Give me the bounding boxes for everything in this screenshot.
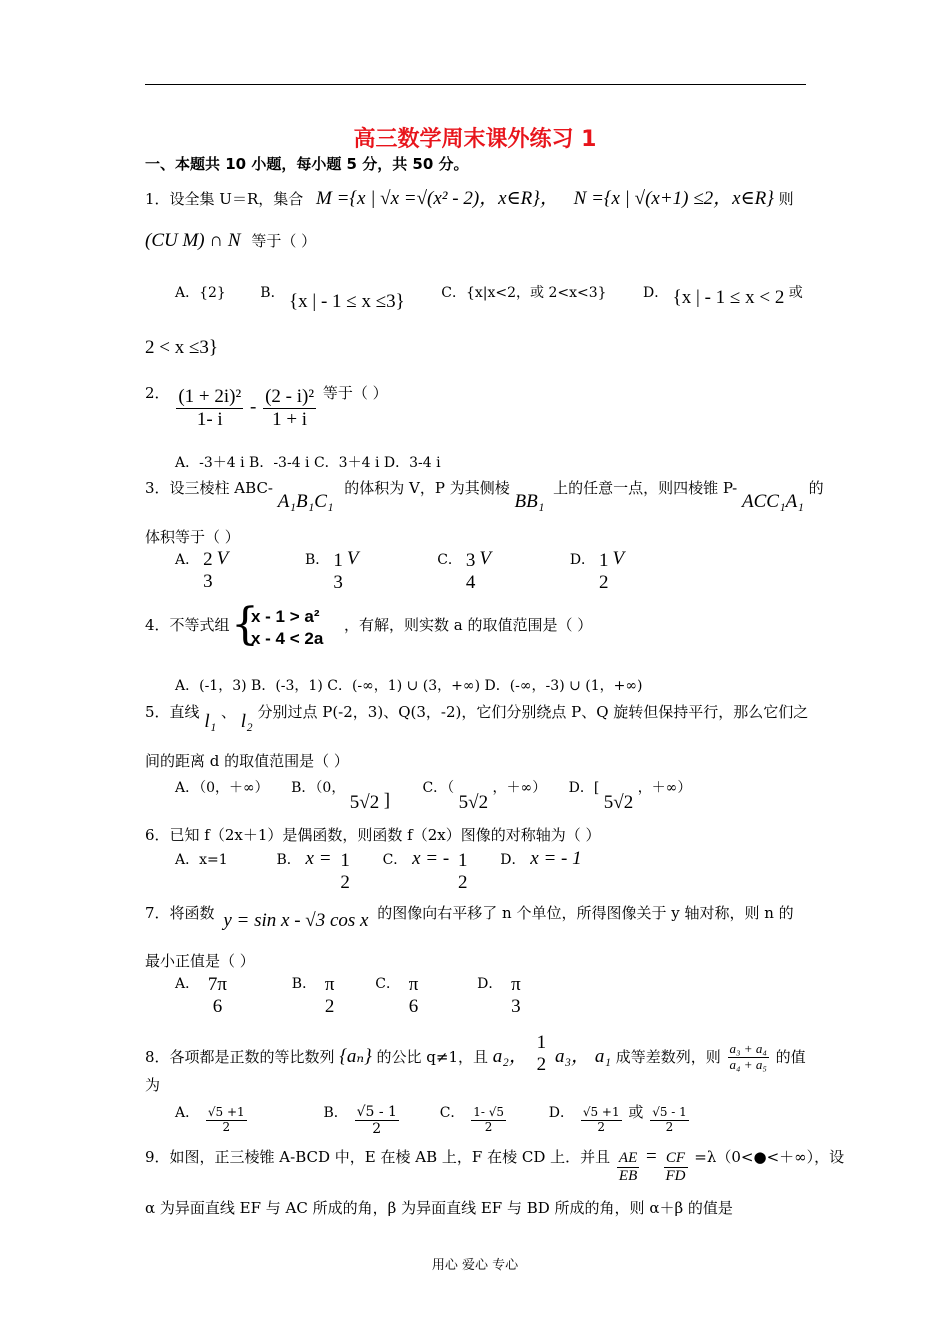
- q7-d-num: π: [511, 974, 521, 995]
- q5-stem-b: 分别过点 P(-2，3)、Q(3，-2)，它们分别绕点 P、Q 旋转但保持平行，那么它们之: [257, 703, 809, 721]
- q3-stem-c: 上的任意一点，则四棱锥 P-: [553, 479, 738, 497]
- q1-set-n: N ={x | √(x+1) ≤2，x∈R}: [573, 188, 774, 209]
- section-heading: 一、本题共 10 小题，每小题 5 分，共 50 分。: [145, 155, 469, 173]
- q1-option-b: {x | - 1 ≤ x ≤3}: [289, 291, 405, 312]
- q5-option-b-val: 5√2: [349, 792, 380, 813]
- q8-ratio-den: a₄ + a₅: [729, 1057, 767, 1073]
- q6-option-c-label: C．: [382, 851, 408, 868]
- q7-line2: 最小正值是（ ）: [145, 952, 255, 970]
- q3-a-den: 3: [203, 571, 213, 593]
- q8-d1-num: √5 +1: [582, 1105, 620, 1120]
- q7-c-num: π: [408, 974, 419, 995]
- q8-d2-frac: [650, 1106, 689, 1135]
- q1-stem-then: 则: [778, 190, 794, 208]
- q1-line1: [145, 183, 794, 210]
- q4-stem-b: ，有解，则实数 a 的取值范围是（ ）: [344, 616, 593, 634]
- q7-c-den: 6: [408, 995, 419, 1017]
- q7-b-label: B．: [291, 975, 317, 992]
- q1-option-d-or: 或: [788, 285, 803, 301]
- q5-option-c: C．（: [422, 780, 455, 796]
- q2-f2-den: 1 + i: [272, 408, 308, 430]
- q3-b-num: 1: [333, 550, 343, 571]
- q2-options: A．-3＋4 i B．-3-4 i C．3＋4 i D．3-4 i: [175, 455, 441, 471]
- q8-seq: {aₙ}: [339, 1045, 372, 1067]
- q8-d2-num: √5 - 1: [652, 1105, 687, 1120]
- q3-c-frac: [464, 550, 478, 594]
- q6-option-c-expr: x = -: [412, 847, 450, 869]
- q9-frac-1: [617, 1150, 639, 1186]
- q8-stem-c: 成等差数列，则: [615, 1047, 721, 1066]
- page-footer: 用心 爱心 专心: [431, 1258, 519, 1273]
- q8-b-label: B．: [323, 1104, 348, 1121]
- q1-option-d: {x | - 1 ≤ x < 2: [672, 287, 785, 308]
- q8-d-or: 或: [628, 1102, 644, 1121]
- q8-ratio-num: a₃ + a₄: [729, 1041, 767, 1057]
- q1-option-d-label: D．: [642, 285, 669, 301]
- q6-option-d-label: D．: [500, 851, 526, 868]
- q9-f2-den: FD: [665, 1168, 686, 1185]
- q4-brace: {: [231, 599, 259, 650]
- q3-b-v: V: [346, 547, 359, 569]
- q3-stem-d: 的: [808, 479, 824, 497]
- q8-half: [535, 1032, 549, 1076]
- q8-half-num: 1: [536, 1032, 547, 1053]
- q9-stem-b: =λ（0<●<＋∞），设: [694, 1147, 845, 1166]
- q2-minus: -: [249, 396, 257, 418]
- q8-d1-frac: [581, 1106, 622, 1135]
- q2-f1-num: (1 + 2i)²: [178, 386, 242, 407]
- q8-c-den: 2: [484, 1120, 493, 1135]
- q6-option-a: A．x=1: [175, 851, 228, 868]
- q2-line: [145, 386, 388, 431]
- q3-prism: A₁B₁C₁: [277, 491, 334, 512]
- q9-line1: [145, 1145, 845, 1186]
- q1-option-c: C．{x|x<2，或 2<x<3}: [441, 285, 607, 301]
- q8-c-frac: [471, 1106, 506, 1135]
- q8-a-frac: [206, 1106, 247, 1135]
- q4-system: [251, 606, 323, 650]
- q5-option-a: A．（0，＋∞）: [175, 780, 269, 796]
- q7-a-label: A．: [175, 975, 200, 992]
- q3-d-den: 2: [599, 571, 609, 593]
- q7-b-den: 2: [324, 995, 335, 1017]
- q8-options: [175, 1104, 691, 1137]
- q7-b-num: π: [324, 974, 335, 995]
- q3-d-num: 1: [599, 550, 609, 571]
- q3-option-b: [305, 547, 359, 593]
- q4-inequality-2: x - 4 < 2a: [251, 629, 324, 648]
- q2-tail: 等于（ ）: [322, 384, 388, 403]
- q8-stem-d: 的值: [775, 1047, 806, 1066]
- q8-line1: [145, 1032, 806, 1080]
- q9-f1-num: AE: [617, 1150, 639, 1168]
- q1-option-d-cont: 2 < x ≤3}: [145, 337, 219, 358]
- q1-line2: [145, 230, 316, 252]
- q8-a-den: 2: [222, 1120, 231, 1135]
- q7-a-num: 7π: [207, 974, 227, 995]
- q2-f1-den: 1- i: [196, 408, 223, 430]
- q1-stem: 1．设全集 U＝R，集合: [145, 190, 304, 208]
- q9-frac-2: [664, 1150, 688, 1186]
- q3-b-den: 3: [333, 571, 343, 593]
- q7-d-frac: [509, 974, 523, 1018]
- q9-eq: =: [646, 1145, 657, 1167]
- q5-option-c-end: ，＋∞）: [492, 780, 547, 796]
- q3-a-num: 2: [203, 549, 213, 571]
- q3-option-d: [569, 547, 625, 593]
- q2-number: 2．: [145, 384, 170, 403]
- q1-option-a: A．{2}: [175, 285, 226, 301]
- q8-b-frac: [355, 1104, 399, 1137]
- q8-a2: a₂，: [492, 1045, 528, 1067]
- q9-line2: α 为异面直线 EF 与 AC 所成的角，β 为异面直线 EF 与 BD 所成的角，则 α＋β 的值是: [145, 1199, 733, 1217]
- q5-option-c-val: 5√2: [458, 792, 489, 813]
- q5-l1: l₁: [204, 711, 217, 732]
- q5-option-d: D．[: [568, 780, 600, 796]
- q8-a1: a₁: [594, 1045, 611, 1067]
- q1-stem-equals: 等于（ ）: [251, 232, 317, 250]
- q6-option-b-label: B．: [276, 851, 301, 868]
- q6-b-num: 1: [340, 850, 350, 871]
- q7-stem-b: 的图像向右平移了 n 个单位，所得图像关于 y 轴对称，则 n 的: [377, 904, 794, 922]
- q8-a-num: √5 +1: [207, 1105, 245, 1120]
- q1-expression: (CU M) ∩ N: [145, 230, 241, 251]
- q3-a-v: V: [216, 547, 229, 569]
- q8-half-den: 2: [536, 1053, 547, 1075]
- q4-inequality-1: x - 1 > a²: [251, 607, 320, 626]
- q8-c-num: 1- √5: [473, 1105, 505, 1120]
- q5-stem: 5．直线: [145, 703, 200, 721]
- q7-c-frac: [407, 974, 421, 1018]
- q6-option-b-expr: x =: [305, 847, 332, 869]
- q3-d-label: D．: [569, 551, 596, 568]
- q8-stem: 8．各项都是正数的等比数列: [145, 1047, 335, 1066]
- q2-fraction-1: [176, 386, 243, 431]
- q5-option-d-val: 5√2: [603, 792, 634, 813]
- q3-stem-b: 的体积为 V，P 为其侧棱: [344, 479, 510, 497]
- q3-option-c: [437, 547, 492, 593]
- q8-a-label: A．: [175, 1104, 200, 1121]
- q3-d-v: V: [612, 547, 625, 569]
- q3-d-frac: [597, 550, 611, 594]
- q5-sep: 、: [221, 703, 237, 721]
- q9-f1-den: EB: [618, 1168, 638, 1185]
- q6-b-den: 2: [340, 871, 350, 893]
- q7-c-label: C．: [375, 975, 400, 992]
- q7-stem: 7．将函数: [145, 904, 215, 922]
- q7-function: y = sin x - √3 cos x: [223, 910, 369, 931]
- q8-b-num: √5 - 1: [356, 1104, 397, 1120]
- q7-a-frac: [206, 974, 229, 1018]
- q5-l2: l₂: [240, 711, 253, 732]
- q5-options: [175, 776, 692, 813]
- q3-stem: 3．设三棱柱 ABC-: [145, 479, 273, 497]
- q8-line2: 为: [145, 1076, 161, 1094]
- q7-d-den: 3: [511, 995, 521, 1017]
- q3-option-a: [175, 547, 229, 593]
- q1-option-b-label: B．: [260, 285, 285, 301]
- q1-set-m: M ={x | √x =√(x² - 2)，x∈R}，: [316, 188, 559, 209]
- q8-d-label: D．: [548, 1104, 575, 1121]
- q6-option-d-expr: x = - 1: [530, 847, 582, 869]
- q8-d2-den: 2: [665, 1120, 674, 1135]
- q3-a-frac: [201, 550, 215, 593]
- q4-options: A．(-1，3) B．(-3，1) C．(-∞，1) ∪ (3，+∞) D．(-∞，-3) ∪ (1，+∞): [175, 678, 643, 694]
- q7-d-label: D．: [477, 975, 503, 992]
- header-rule: [145, 84, 806, 85]
- q1-options: [175, 281, 803, 312]
- q6-stem: 6．已知 f（2x＋1）是偶函数，则函数 f（2x）图像的对称轴为（ ）: [145, 826, 601, 844]
- q8-ratio: [728, 1042, 769, 1073]
- q3-line1: [145, 477, 824, 512]
- q5-option-d-end: ，＋∞）: [637, 780, 692, 796]
- q3-a-label: A．: [175, 551, 200, 568]
- q3-c-num: 3: [465, 550, 476, 571]
- q3-options: [175, 547, 625, 594]
- q6-options: [175, 847, 582, 894]
- q8-c-label: C．: [439, 1104, 465, 1121]
- q3-b-frac: [331, 550, 345, 594]
- q8-a3: a₃，: [554, 1045, 591, 1067]
- q9-f2-num: CF: [664, 1150, 688, 1168]
- page-title: 高三数学周末课外练习 1: [353, 127, 597, 152]
- q5-line2: 间的距离 d 的取值范围是（ ）: [145, 752, 349, 770]
- q7-a-den: 6: [212, 995, 223, 1017]
- q7-line1: [145, 902, 794, 931]
- q5-option-b-end: ]: [383, 790, 391, 811]
- q3-c-v: V: [479, 547, 492, 569]
- q3-c-den: 4: [465, 571, 476, 593]
- q7-b-frac: [323, 974, 337, 1018]
- q3-b-label: B．: [305, 551, 330, 568]
- q8-b-den: 2: [372, 1121, 382, 1138]
- q2-fraction-2: [263, 386, 316, 431]
- q6-c-num: 1: [457, 850, 468, 871]
- q6-option-b-frac: [338, 850, 352, 894]
- q9-stem: 9．如图，正三棱锥 A-BCD 中，E 在棱 AB 上，F 在棱 CD 上．并且: [145, 1147, 611, 1166]
- q5-line1: [145, 701, 809, 732]
- q8-stem-b: 的公比 q≠1，且: [376, 1047, 488, 1066]
- q8-d1-den: 2: [597, 1120, 606, 1135]
- q3-pyramid: ACC₁A₁: [742, 491, 804, 512]
- q4-stem: 4．不等式组: [145, 616, 230, 634]
- q6-c-den: 2: [457, 871, 468, 893]
- q3-line2: 体积等于（ ）: [145, 528, 240, 546]
- q6-option-c-frac: [456, 850, 470, 894]
- q3-edge: BB₁: [514, 491, 545, 512]
- q2-f2-num: (2 - i)²: [265, 386, 315, 407]
- q5-option-b: B．（0，: [291, 780, 346, 796]
- q7-options: [175, 974, 525, 1018]
- q3-c-label: C．: [437, 551, 462, 568]
